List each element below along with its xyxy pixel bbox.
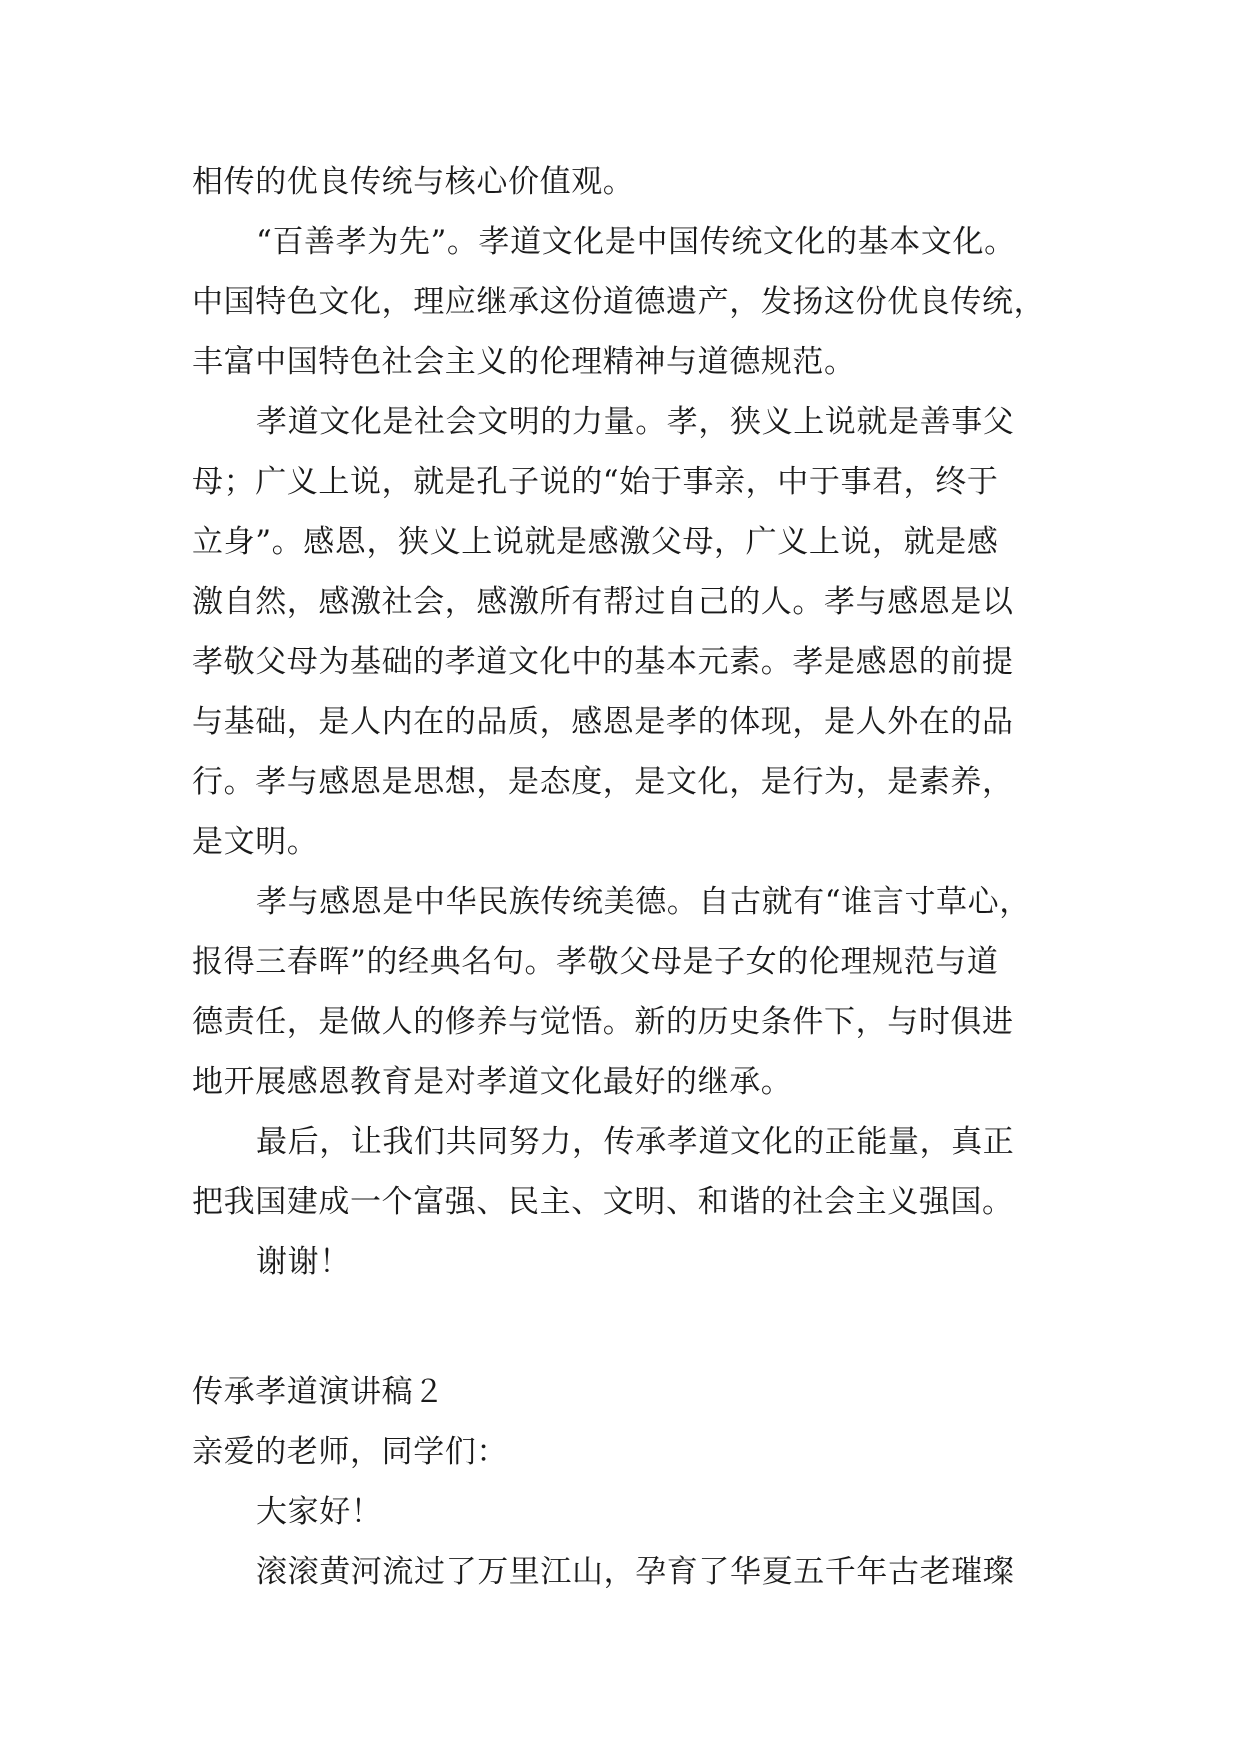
text-line: 德责任，是做人的修养与觉悟。新的历史条件下，与时俱进 <box>192 1004 1014 1040</box>
text-line: 相传的优良传统与核心价值观。 <box>192 164 635 200</box>
closing-line: 谢谢！ <box>256 1244 351 1280</box>
text-line: 是文明。 <box>192 824 319 860</box>
text-line: “百善孝为先”。孝道文化是中国传统文化的基本文化。 <box>256 224 1016 260</box>
text-line: 孝敬父母为基础的孝道文化中的基本元素。孝是感恩的前提 <box>192 644 1014 680</box>
text-line: 与基础，是人内在的品质，感恩是孝的体现，是人外在的品 <box>192 704 1014 740</box>
text-line: 把我国建成一个富强、民主、文明、和谐的社会主义强国。 <box>192 1184 1014 1220</box>
greeting-line: 大家好！ <box>256 1494 383 1530</box>
text-line: 地开展感恩教育是对孝道文化最好的继承。 <box>192 1064 793 1100</box>
section-title: 传承孝道演讲稿２ <box>192 1374 445 1410</box>
text-line: 激自然，感激社会，感激所有帮过自己的人。孝与感恩是以 <box>192 584 1014 620</box>
text-line: 立身”。感恩，狭义上说就是感激父母，广义上说，就是感 <box>192 524 999 560</box>
text-line: 母；广义上说，就是孔子说的“始于事亲，中于事君，终于 <box>192 464 999 500</box>
text-line: 孝与感恩是中华民族传统美德。自古就有“谁言寸草心， <box>256 884 1031 920</box>
text-line: 中国特色文化，理应继承这份道德遗产，发扬这份优良传统， <box>192 284 1046 320</box>
text-line: 最后，让我们共同努力，传承孝道文化的正能量，真正 <box>256 1124 1015 1160</box>
document-body <box>192 152 1062 1602</box>
text-line: 丰富中国特色社会主义的伦理精神与道德规范。 <box>192 344 856 380</box>
text-line: 滚滚黄河流过了万里江山，孕育了华夏五千年古老璀璨 <box>256 1554 1015 1590</box>
salutation-line: 亲爱的老师，同学们： <box>192 1434 508 1470</box>
section-gap <box>192 1292 1062 1362</box>
text-line: 孝道文化是社会文明的力量。孝，狭义上说就是善事父 <box>256 404 1015 440</box>
text-line: 报得三春晖”的经典名句。孝敬父母是子女的伦理规范与道 <box>192 944 999 980</box>
text-line: 行。孝与感恩是思想，是态度，是文化，是行为，是素养， <box>192 764 1014 800</box>
